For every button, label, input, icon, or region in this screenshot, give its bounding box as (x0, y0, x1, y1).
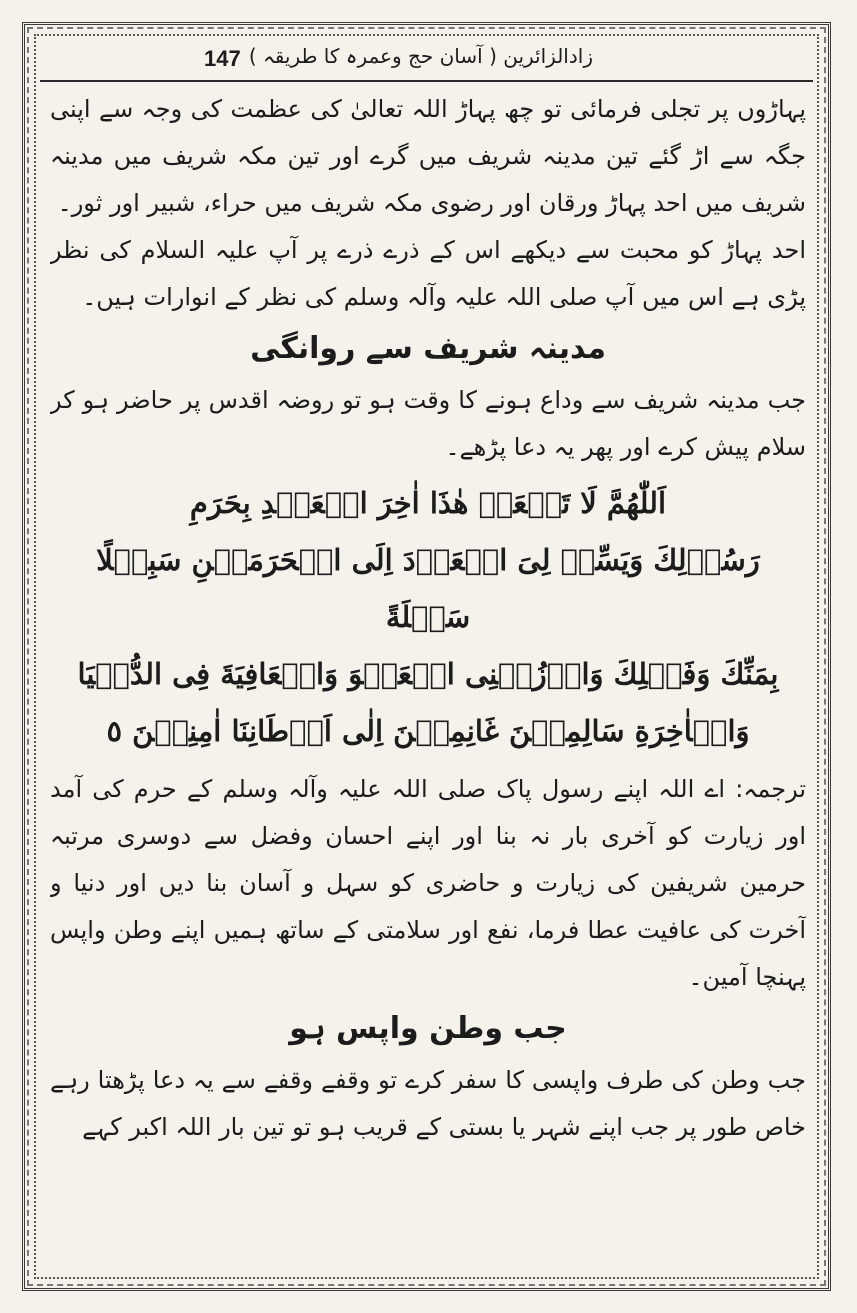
dua-line: وَالۡاٰخِرَةِ سَالِمِیۡنَ غَانِمِیۡنَ اِلٰی اَوۡطَانِنَا اٰمِنِیۡنَ ٥ (106, 714, 750, 748)
paragraph-translation: ترجمہ: اے اللہ اپنے رسول پاک صلی اللہ علیہ وآلہ وسلم کے حرم کی آمد اور زیارت کو آخری بار نہ بنا اور اپنے احسان وفضل سے دوسری مرتبہ حرمین شریفین کی زیارت و حاضری کو سہل و آسان بنا دیں اور دنیا و آخرت کی عافیت عطا فرما، نفع اور سلامتی کے ساتھ ہمیں اپنے وطن واپس پہنچا آمین۔ (50, 775, 806, 991)
dua-line: بِمَنِّكَ وَفَضۡلِكَ وَارۡزُقۡنِی الۡعَفۡوَ وَالۡعَافِیَةَ فِی الدُّنۡیَا (77, 657, 779, 691)
page-header (40, 40, 813, 82)
paragraph-return: جب وطن کی طرف واپسی کا سفر کرے تو وقفے وقفے سے یہ دعا پڑھتا رہے خاص طور پر جب اپنے شہر یا بستی کے قریب ہو تو تین بار اللہ اکبر کہے (50, 1066, 806, 1141)
dua-line: رَسُوۡلِكَ وَیَسِّرۡ لِیَ الۡعَوۡدَ اِلَی الۡحَرَمَیۡنِ سَبِیۡلًا سَھۡلَةً (96, 543, 760, 634)
paragraph-mountains: پہاڑوں پر تجلی فرمائی تو چھ پہاڑ اللہ تعالیٰ کی عظمت کی وجہ سے اپنی جگہ سے اڑ گئے تین مدینہ شریف میں گرے اور تین مکہ شریف میں مدینہ شریف میں احد پہاڑ ورقان اور رضوی مکہ شریف میں حراء، شبیر اور ثور۔ (50, 95, 806, 217)
page-number: 147 (204, 46, 241, 71)
paragraph-uhud: احد پہاڑ کو محبت سے دیکھے اس کے ذرے ذرے پر آپ علیہ السلام کی نظر پڑی ہے اس میں آپ صلی اللہ علیہ وآلہ وسلم کی نظر کے انوارات ہیں۔ (50, 236, 806, 311)
running-title: زادالزائرین ( آسان حج وعمرہ کا طریقہ ) (248, 44, 593, 68)
heading-departure-madinah: مدینہ شریف سے روانگی (250, 331, 606, 366)
heading-return-home: جب وطن واپس ہو (289, 1011, 567, 1046)
dua-block (50, 475, 806, 760)
dua-line: اَللّٰھُمَّ لَا تَجۡعَلۡ ھٰذَا اٰخِرَ الۡعَھۡدِ بِحَرَمِ (189, 486, 667, 520)
page-content (50, 86, 806, 1276)
paragraph-farewell: جب مدینہ شریف سے وداع ہونے کا وقت ہو تو روضہ اقدس پر حاضر ہو کر سلام پیش کرے اور پھر یہ دعا پڑھے۔ (50, 386, 806, 461)
